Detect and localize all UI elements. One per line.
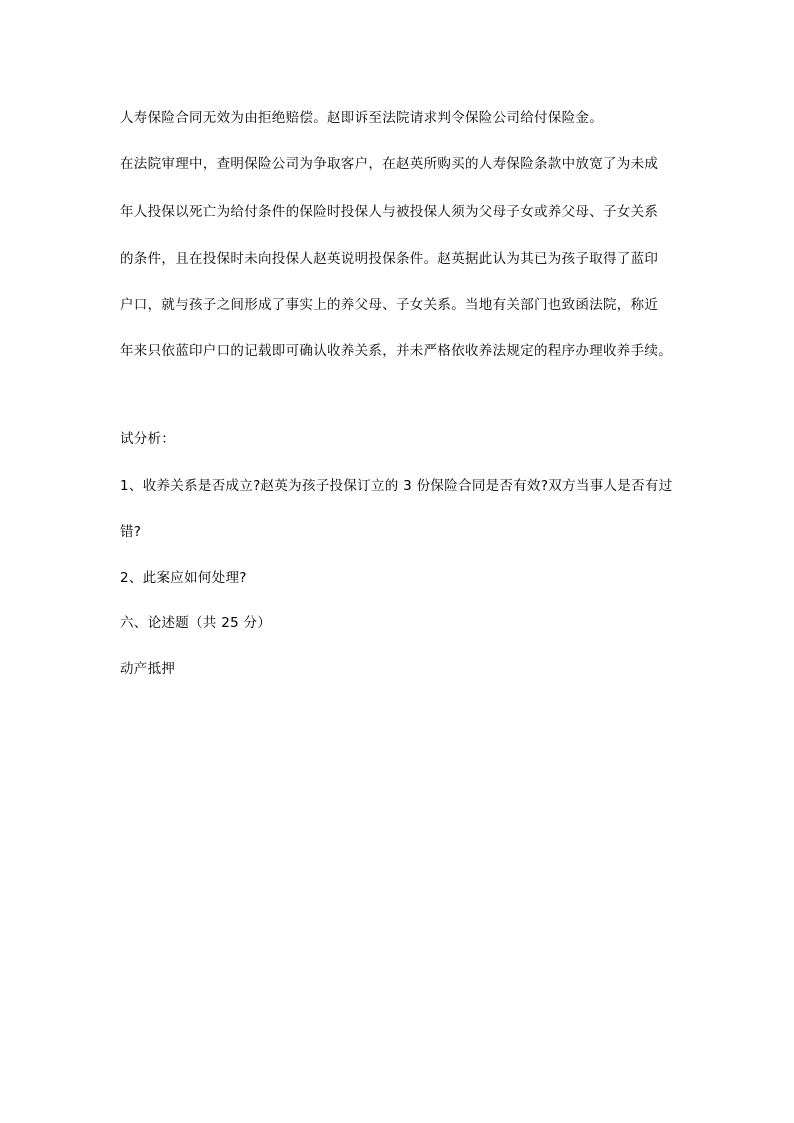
question-1-line-2: 错? xyxy=(120,524,142,540)
paragraph-line-3: 年人投保以死亡为给付条件的保险时投保人与被投保人须为父母子女或养父母、子女关系 xyxy=(120,204,659,220)
question-1-line-1: 1、收养关系是否成立?赵英为孩子投保订立的 3 份保险合同是否有效?双方当事人是否有过 xyxy=(120,478,673,494)
essay-topic: 动产抵押 xyxy=(120,661,176,677)
paragraph-line-2: 在法院审理中，查明保险公司为争取客户，在赵英所购买的人寿保险条款中放宽了为未成 xyxy=(120,156,659,172)
paragraph-line-6: 年来只依蓝印户口的记载即可确认收养关系，并未严格依收养法规定的程序办理收养手续。 xyxy=(120,343,672,359)
section-six-heading: 六、论述题（共 25 分） xyxy=(120,615,272,631)
paragraph-line-1: 人寿保险合同无效为由拒绝赔偿。赵即诉至法院请求判令保险公司给付保险金。 xyxy=(120,110,603,126)
question-2: 2、此案应如何处理? xyxy=(120,570,247,586)
paragraph-line-4: 的条件，且在投保时未向投保人赵英说明投保条件。赵英据此认为其已为孩子取得了蓝印 xyxy=(120,251,659,267)
analysis-heading: 试分析： xyxy=(120,431,176,447)
paragraph-line-5: 户口，就与孩子之间形成了事实上的养父母、子女关系。当地有关部门也致函法院，称近 xyxy=(120,297,659,313)
